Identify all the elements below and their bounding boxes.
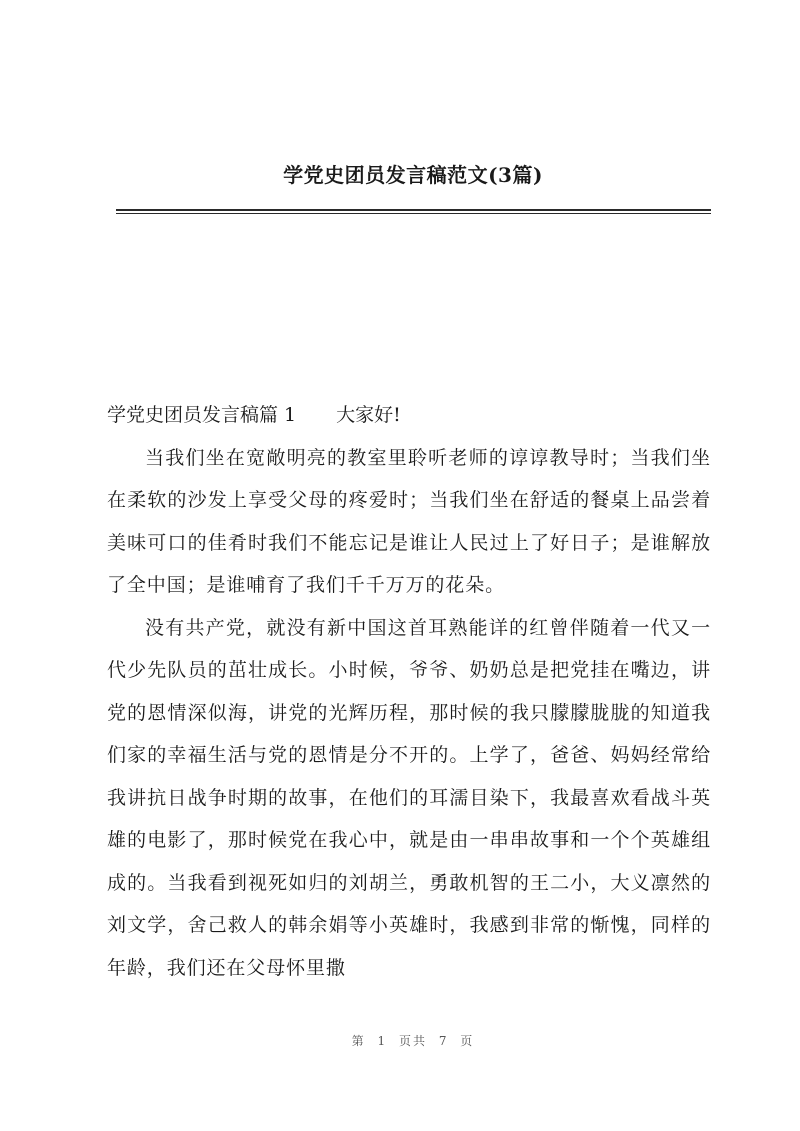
document-title: 学党史团员发言稿范文(3篇) xyxy=(283,163,543,187)
footer-total-pages: 7 xyxy=(438,1034,449,1048)
page-footer xyxy=(0,1032,800,1049)
paragraph: 当我们坐在宽敞明亮的教室里聆听老师的谆谆教导时；当我们坐在柔软的沙发上享受父母的疼爱时；当我们坐在舒适的餐桌上品尝着美味可口的佳肴时我们不能忘记是谁让人民过上了好日子；是谁解放了全中国；是谁哺育了我们千千万万的花朵。 xyxy=(107,446,711,596)
footer-middle: 页共 xyxy=(398,1034,427,1048)
greeting: 大家好! xyxy=(336,404,401,426)
title-rule-thin xyxy=(116,213,711,214)
section-heading-line xyxy=(107,394,711,437)
paragraph: 没有共产党，就没有新中国这首耳熟能详的红曾伴随着一代又一代少先队员的茁壮成长。小时候，爷爷、奶奶总是把党挂在嘴边，讲党的恩情深似海，讲党的光辉历程，那时候的我只朦朦胧胧的知道我们家的幸福生活与党的恩情是分不开的。上学了，爸爸、妈妈经常给我讲抗日战争时期的故事，在他们的耳濡目染下，我最喜欢看战斗英雄的电影了，那时候党在我心中，就是由一串串故事和一个个英雄组成的。当我看到视死如归的刘胡兰，勇敢机智的王二小，大义凛然的刘文学，舍己救人的韩余娟等小英雄时，我感到非常的惭愧，同样的年龄，我们还在父母怀里撒 xyxy=(107,616,711,979)
document-body xyxy=(107,394,711,989)
footer-suffix: 页 xyxy=(460,1034,475,1048)
footer-page-number: 1 xyxy=(377,1034,388,1048)
section-heading: 学党史团员发言稿篇 1 xyxy=(107,404,297,426)
title-rule-thick xyxy=(116,209,711,211)
footer-prefix: 第 xyxy=(351,1034,366,1048)
